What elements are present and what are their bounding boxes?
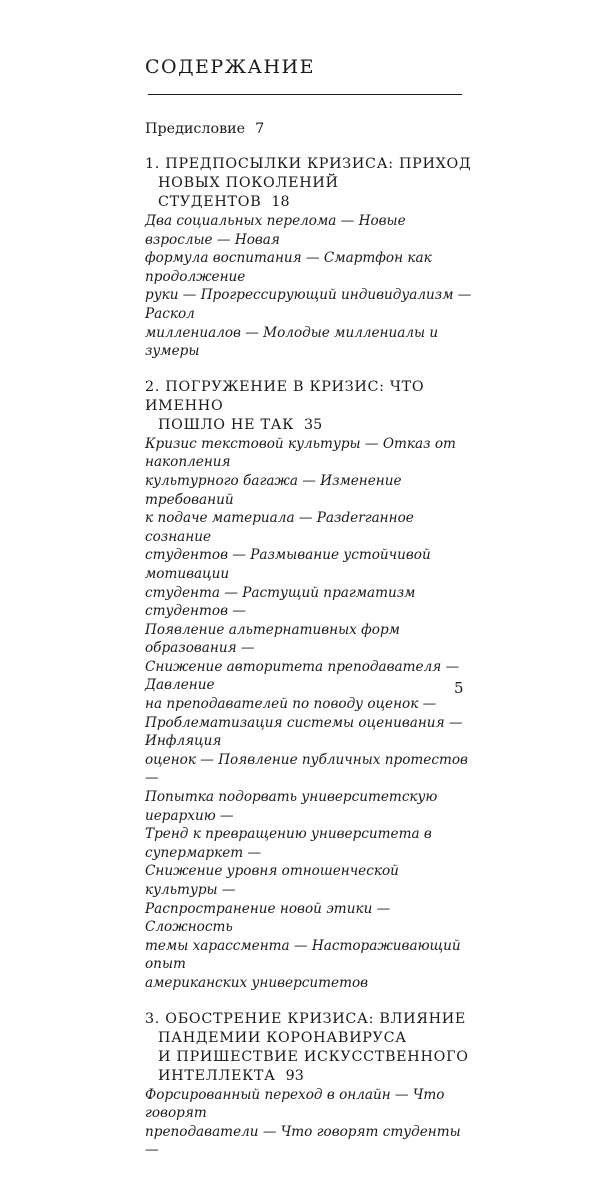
description-line: Два социальных перелома — Новые взрослые — Новая [145, 213, 406, 248]
description-line: Проблематизация системы оценивания — Инфляция [145, 714, 463, 750]
description-line: к подаче материала — Разderганное сознание [145, 510, 414, 545]
chapter-2-description [145, 435, 475, 993]
description-line: Кризис текстовой культуры — Отказ от накопления [145, 435, 456, 471]
description-line: руки — Прогрессирующий индивидуализм — Раскол [145, 287, 472, 322]
preface-page: 7 [255, 121, 265, 137]
toc-entry-chapter-1[interactable] [145, 155, 475, 361]
preface-title: Предисловие [145, 121, 246, 137]
chapter-3-description [145, 1086, 475, 1160]
description-line: преподаватели — Что говорят студенты — [145, 1123, 461, 1159]
toc-entry-chapter-3[interactable] [145, 1010, 475, 1160]
description-line: культурного багажа — Изменение требований [145, 472, 402, 508]
description-line: Снижение авторитета преподавателя — Давление [145, 658, 460, 694]
description-line: Появление альтернативных форм образования — [145, 621, 400, 657]
description-line: Попытка подорвать университетскую иерархию — [145, 789, 438, 824]
contents-heading: СОДЕРЖАНИЕ [145, 56, 315, 78]
description-line: американских университетов [145, 974, 369, 991]
description-line: оценок — Появление публичных протестов — [145, 751, 468, 787]
description-line: студентов — Размывание устойчивой мотивации [145, 547, 431, 582]
description-line: Снижение уровня отношенческой культуры — [145, 863, 399, 898]
page-number: 5 [454, 679, 464, 697]
chapter-1-title-line: 1. ПРЕДПОСЫЛКИ КРИЗИСА: ПРИХОД [145, 156, 472, 172]
description-line: студента — Растущий прагматизм студентов — [145, 584, 416, 620]
table-of-contents [145, 120, 475, 1177]
heading-divider [148, 94, 462, 95]
toc-entry-chapter-2[interactable] [145, 378, 475, 993]
description-line: Форсированный переход в онлайн — Что говорят [145, 1086, 445, 1122]
toc-entry-preface[interactable] [145, 120, 475, 139]
description-line: на преподавателей по поводу оценок — [145, 696, 437, 713]
chapter-3-title-line: ПАНДЕМИИ КОРОНАВИРУСА [158, 1029, 407, 1046]
description-line: темы харассмента — Настораживающий опыт [145, 937, 461, 973]
chapter-2-title-line: ПОШЛО НЕ ТАК [158, 416, 294, 433]
chapter-3-title-line: 3. ОБОСТРЕНИЕ КРИЗИСА: ВЛИЯНИЕ [145, 1010, 467, 1027]
description-line: Распространение новой этики — Сложность [145, 900, 391, 936]
chapter-3-title-line: ИНТЕЛЛЕКТА [158, 1067, 276, 1084]
description-line: Тренд к превращению университета в супермаркет — [145, 826, 432, 861]
chapter-2-page: 35 [303, 416, 323, 433]
description-line: формула воспитания — Смартфон как продолжение [145, 250, 432, 285]
chapter-2-title-line: 2. ПОГРУЖЕНИЕ В КРИЗИС: ЧТО ИМЕННО [145, 378, 425, 414]
chapter-3-title-line: И ПРИШЕСТВИЕ ИСКУССТВЕННОГО [158, 1048, 469, 1065]
chapter-1-title-line: НОВЫХ ПОКОЛЕНИЙ СТУДЕНТОВ [158, 175, 339, 210]
chapter-1-page: 18 [271, 194, 290, 210]
chapter-1-description [145, 212, 475, 361]
chapter-3-page: 93 [285, 1067, 304, 1084]
description-line: миллениалов — Молодые миллениалы и зумеры [145, 324, 439, 360]
